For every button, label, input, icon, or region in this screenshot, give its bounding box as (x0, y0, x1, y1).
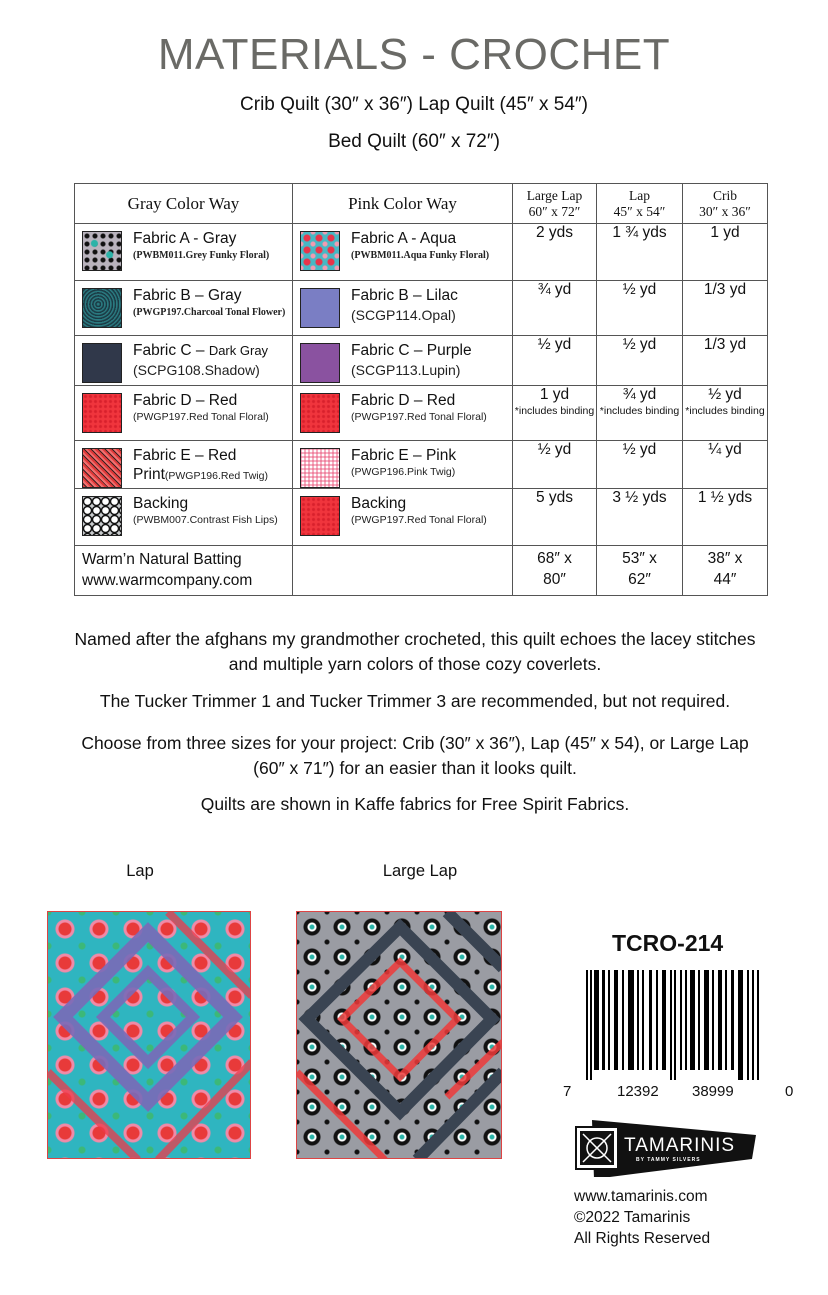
shadow-swatch (82, 343, 122, 383)
pink-twig-swatch (300, 448, 340, 488)
amount-lap: ½ yd (597, 281, 683, 336)
opal-swatch (300, 288, 340, 328)
aqua-funky-floral-swatch (300, 231, 340, 271)
header-gray-color-way: Gray Color Way (75, 184, 293, 224)
barcode-icon (584, 970, 774, 1080)
fabric-name: Fabric E – Red (133, 447, 237, 464)
red-tonal-floral-swatch (300, 496, 340, 536)
batting-cell (75, 546, 293, 596)
batting-row (75, 546, 768, 596)
barcode-digit-last: 0 (785, 1083, 794, 1100)
materials-table (74, 183, 768, 596)
contrast-fish-lips-swatch (82, 496, 122, 536)
lap-quilt-image (47, 911, 251, 1159)
fabric-name: Fabric E – Pink (351, 447, 457, 464)
header-pink-color-way: Pink Color Way (293, 184, 513, 224)
fabric-code: (PWGP197.Red Tonal Floral) (351, 514, 487, 526)
fabric-code: (SCGP114.Opal) (351, 307, 456, 323)
batting-size-w: 68″ x (537, 550, 572, 567)
barcode-digits-left: 12392 (617, 1083, 659, 1100)
fabric-name: Fabric A - Gray (133, 230, 237, 247)
amount-lap: 1 ¾ yds (597, 224, 683, 281)
sizes-paragraph: Choose from three sizes for your project: Crib (30″ x 36″), Lap (45″ x 54), or Large Lap (60″ x 71″) for an easier than it looks quilt. (81, 733, 749, 778)
header-large-lap-label: Large Lap (526, 187, 583, 203)
product-sku: TCRO-214 (612, 930, 724, 956)
grey-funky-floral-swatch (82, 231, 122, 271)
fabric-name-main: Fabric C – (133, 342, 209, 359)
gray-fabric-cell (75, 441, 293, 489)
red-twig-swatch (82, 448, 122, 488)
batting-url: www.warmcompany.com (82, 572, 253, 589)
batting-large-lap (513, 546, 597, 596)
fabric-name: Fabric B – Gray (133, 287, 242, 304)
batting-crib (683, 546, 768, 596)
header-crib-size: 30″ x 36″ (699, 203, 751, 219)
fabric-name: Backing (133, 495, 189, 512)
header-crib (683, 184, 768, 224)
table-row (75, 281, 768, 336)
batting-size-w: 53″ x (622, 550, 657, 567)
fabric-code: (PWBM011.Grey Funky Floral) (133, 250, 270, 261)
gray-fabric-cell (75, 336, 293, 386)
header-lap-size: 45″ x 54″ (613, 203, 666, 219)
header-large-lap (513, 184, 597, 224)
batting-size-h: 44″ (713, 571, 737, 588)
fabric-name: Fabric B – Lilac (351, 287, 458, 304)
barcode-digit-first: 7 (563, 1083, 572, 1100)
amount-large-lap: 5 yds (513, 489, 597, 546)
fabric-name: Fabric D – Red (133, 392, 238, 409)
fabric-code: (PWGP197.Red Tonal Floral) (351, 411, 487, 423)
description-paragraph: Named after the afghans my grandmother crocheted, this quilt echoes the lacey stitches and multiple yarn colors of those cozy coverlets. (74, 629, 756, 674)
website-link[interactable]: www.tamarinis.com (574, 1188, 708, 1205)
header-lap-label: Lap (629, 187, 650, 203)
amount-crib: ¼ yd (683, 441, 768, 489)
copyright-text: ©2022 Tamarinis (574, 1209, 691, 1226)
amount-value: ¾ yd (622, 386, 657, 403)
fabric-name-print: Print (133, 466, 165, 483)
fabric-name: Fabric A - Aqua (351, 230, 457, 247)
amount-crib: 1 yd (683, 224, 768, 281)
tools-paragraph: The Tucker Trimmer 1 and Tucker Trimmer 3 are recommended, but not required. (99, 691, 731, 711)
table-row (75, 441, 768, 489)
pink-fabric-cell (293, 224, 513, 281)
lap-quilt-label: Lap (126, 862, 154, 880)
binding-note: *includes binding (599, 405, 680, 417)
barcode-digits-right: 38999 (692, 1083, 734, 1100)
batting-size-h: 80″ (543, 571, 566, 588)
pink-fabric-cell (293, 281, 513, 336)
fabric-code: (PWGP196.Red Twig) (164, 470, 268, 482)
fabric-code: (SCGP113.Lupin) (351, 362, 461, 378)
fabric-name-continued (133, 465, 268, 484)
fabric-name: Fabric C – Purple (351, 342, 472, 359)
amount-value: ½ yd (708, 386, 742, 403)
batting-name: Warm’n Natural Batting (82, 551, 242, 568)
fabric-code: (PWGP196.Pink Twig) (351, 466, 456, 478)
table-header-row (75, 184, 768, 224)
amount-value: 1 yd (539, 386, 570, 403)
amount-lap: 3 ½ yds (597, 489, 683, 546)
charcoal-tonal-flower-swatch (82, 288, 122, 328)
large-lap-quilt-label: Large Lap (382, 862, 458, 880)
gray-fabric-cell (75, 224, 293, 281)
gray-fabric-cell (75, 489, 293, 546)
fabric-code: (PWBM011.Aqua Funky Floral) (351, 250, 490, 261)
fabric-name: Fabric D – Red (351, 392, 456, 409)
fabric-name (133, 341, 268, 360)
large-lap-quilt-image (296, 911, 502, 1159)
fabrics-paragraph: Quilts are shown in Kaffe fabrics for Free Spirit Fabrics. (200, 794, 630, 814)
lap-quilt-pattern (48, 912, 251, 1159)
red-tonal-floral-swatch (82, 393, 122, 433)
page-title: MATERIALS - CROCHET (157, 30, 671, 79)
brand-tagline: BY TAMMY SILVERS (636, 1157, 701, 1163)
brand-name: TAMARINIS (624, 1135, 736, 1156)
amount-crib (683, 386, 768, 441)
amount-crib: 1/3 yd (683, 336, 768, 386)
table-row (75, 386, 768, 441)
amount-large-lap: ¾ yd (513, 281, 597, 336)
amount-lap: ½ yd (597, 336, 683, 386)
binding-note: *includes binding (514, 405, 595, 417)
empty-cell (293, 546, 513, 596)
red-tonal-floral-swatch (300, 393, 340, 433)
amount-large-lap: ½ yd (513, 336, 597, 386)
fabric-name-color: Dark Gray (208, 343, 269, 358)
fabric-code: (SCPG108.Shadow) (133, 362, 260, 378)
pink-fabric-cell (293, 441, 513, 489)
header-lap (597, 184, 683, 224)
quilt-sizes-line-2: Bed Quilt (60″ x 72″) (328, 131, 500, 152)
pink-fabric-cell (293, 336, 513, 386)
fabric-code: (PWBM007.Contrast Fish Lips) (133, 514, 278, 526)
quilt-sizes-line-1: Crib Quilt (30″ x 36″) Lap Quilt (45″ x 54″) (240, 94, 588, 115)
pink-fabric-cell (293, 489, 513, 546)
table-row (75, 224, 768, 281)
gray-fabric-cell (75, 281, 293, 336)
header-crib-label: Crib (712, 187, 737, 203)
amount-crib: 1/3 yd (683, 281, 768, 336)
batting-size-h: 62″ (628, 571, 651, 588)
amount-lap (597, 386, 683, 441)
lupin-swatch (300, 343, 340, 383)
batting-lap (597, 546, 683, 596)
header-large-lap-size: 60″ x 72″ (528, 203, 581, 219)
fabric-code: (PWGP197.Charcoal Tonal Flower) (133, 307, 286, 318)
amount-large-lap: ½ yd (513, 441, 597, 489)
table-row (75, 336, 768, 386)
amount-large-lap: 2 yds (513, 224, 597, 281)
pink-fabric-cell (293, 386, 513, 441)
binding-note: *includes binding (685, 405, 765, 417)
fabric-code: (PWGP197.Red Tonal Floral) (133, 411, 269, 423)
table-row (75, 489, 768, 546)
gray-fabric-cell (75, 386, 293, 441)
amount-large-lap (513, 386, 597, 441)
tamarinis-logo (574, 1117, 759, 1177)
large-lap-quilt-pattern (297, 912, 502, 1159)
amount-crib: 1 ½ yds (683, 489, 768, 546)
batting-size-w: 38″ x (707, 550, 743, 567)
amount-lap: ½ yd (597, 441, 683, 489)
rights-text: All Rights Reserved (574, 1230, 711, 1247)
fabric-name: Backing (351, 495, 407, 512)
